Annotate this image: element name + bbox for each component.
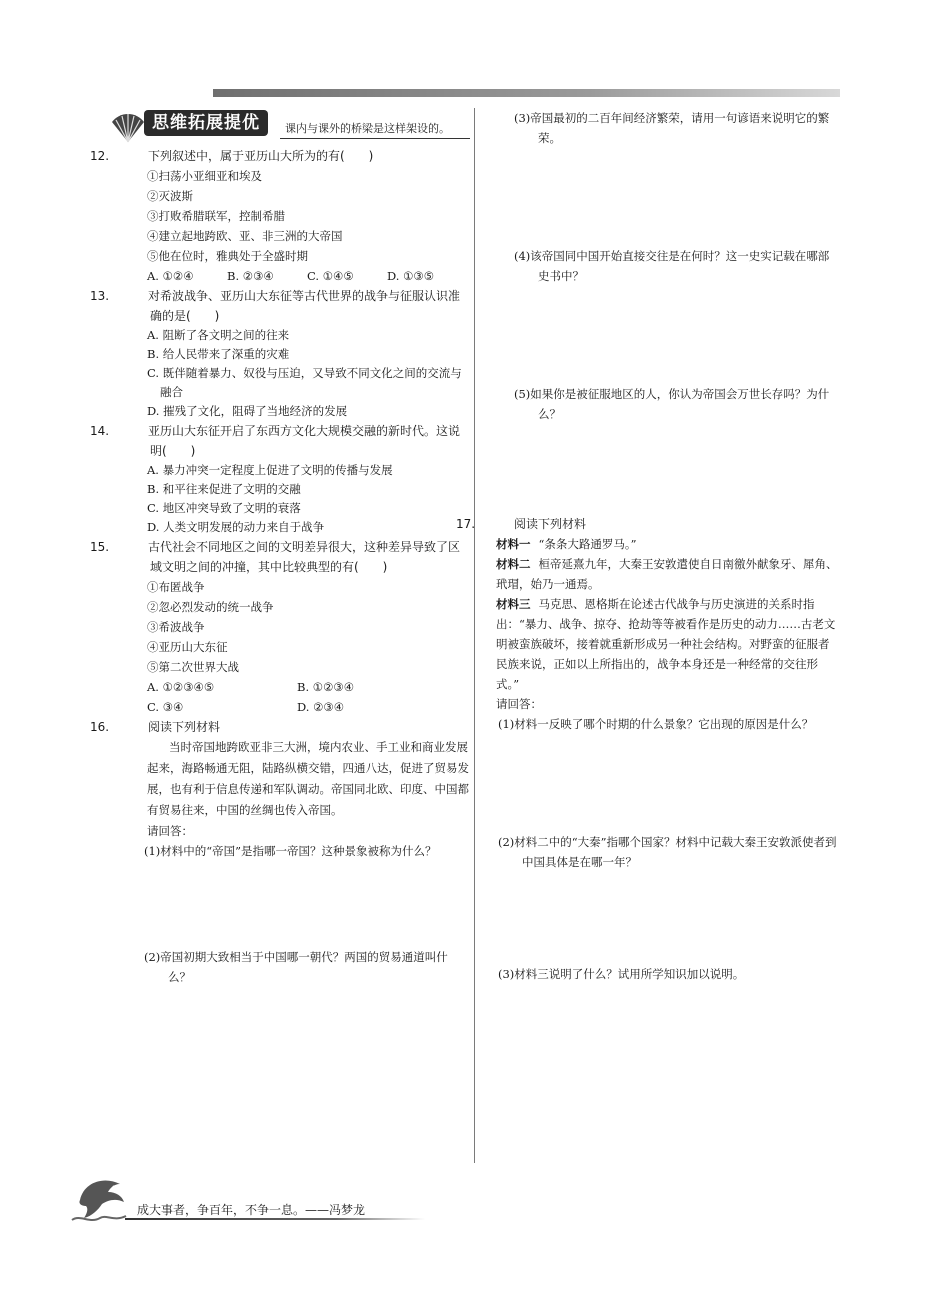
material-3 — [486, 594, 838, 694]
answer-space — [498, 424, 838, 514]
material-label: 材料二 — [496, 557, 531, 571]
question-number: 15. — [90, 540, 110, 554]
sub-question-1: (1)材料一反映了哪个时期的什么景象？它出现的原因是什么？ — [498, 717, 814, 731]
question-text: 阅读下列材料 — [148, 720, 221, 734]
sub-question-4: (4)该帝国同中国开始直接交往是在何时？这一史实记载在哪部史书中？ — [514, 249, 830, 283]
choice-b: B. ②③④ — [227, 269, 274, 283]
question-stem — [90, 537, 470, 577]
header-gradient-bar — [213, 89, 840, 97]
question-text: 古代社会不同地区之间的文明差异很大，这种差异导致了区域文明之间的冲撞，其中比较典型的有( ) — [148, 540, 461, 574]
choice-d: D. ②③④ — [297, 700, 345, 714]
option-a: A. 阻断了各文明之间的往来 — [147, 328, 290, 342]
question-text: 亚历山大东征开启了东西方文化大规模交融的新时代。这说明( ) — [148, 424, 461, 458]
option-c: C. 地区冲突导致了文明的衰落 — [147, 501, 301, 515]
choice-d: D. ①③⑤ — [387, 269, 435, 283]
choice-row — [120, 677, 470, 697]
list-item: ③希波战争 — [147, 620, 205, 634]
choice-c: C. ①④⑤ — [307, 269, 354, 283]
question-stem — [90, 717, 470, 737]
question-12 — [90, 146, 470, 286]
option-a: A. 暴力冲突一定程度上促进了文明的传播与发展 — [147, 463, 393, 477]
choice-b: B. ①②③④ — [297, 680, 355, 694]
list-item: ①布匿战争 — [147, 580, 205, 594]
footer-quote: 成大事者，争百年，不争一息。——冯梦龙 — [137, 1203, 366, 1217]
material-2 — [486, 554, 838, 594]
banner-underline — [280, 138, 470, 139]
banner-subtitle: 课内与课外的桥梁是这样架设的。 — [285, 122, 450, 135]
question-stem — [456, 514, 838, 534]
option-b: B. 和平往来促进了文明的交融 — [147, 482, 301, 496]
sub-question-2: (2)帝国初期大致相当于中国哪一朝代？两国的贸易通道叫什么？ — [144, 950, 448, 984]
option-c: C. 既伴随着暴力、奴役与压迫，又导致不同文化之间的交流与融合 — [147, 366, 462, 399]
list-item: ④亚历山大东征 — [147, 640, 228, 654]
question-text: 阅读下列材料 — [514, 517, 587, 531]
question-text: 对希波战争、亚历山大东征等古代世界的战争与征服认识准确的是( ) — [148, 289, 461, 323]
choice-a: A. ①②④ — [147, 269, 194, 283]
material-text: “条条大路通罗马。” — [538, 537, 637, 551]
question-number: 16. — [90, 720, 110, 734]
answer-prompt: 请回答： — [496, 697, 542, 711]
list-item: ①扫荡小亚细亚和埃及 — [147, 169, 262, 183]
sub-question-5: (5)如果你是被征服地区的人，你认为帝国会万世长存吗？为什么？ — [514, 387, 830, 421]
list-item: ③打败希腊联军，控制希腊 — [147, 209, 285, 223]
sub-question-2: (2)材料二中的“大秦”指哪个国家？材料中记载大秦王安敦派使者到中国具体是在哪一年？ — [498, 835, 837, 869]
material-text: 马克思、恩格斯在论述古代战争与历史演进的关系时指出：“暴力、战争、掠夺、抢劫等等被看作是历史的动力……古老文明被蛮族破坏，接着就重新形成另一种社会结构。对野蛮的征服者民族来说，正如以上所指出的，战争本身还是一种经常的交往形式。” — [496, 597, 836, 691]
list-item: ⑤第二次世界大战 — [147, 660, 239, 674]
option-d: D. 人类文明发展的动力来自于战争 — [147, 520, 325, 534]
right-column — [456, 108, 838, 984]
choice-c: C. ③④ — [147, 700, 184, 714]
left-column — [90, 108, 470, 987]
question-stem — [90, 286, 470, 326]
answer-prompt: 请回答： — [147, 824, 193, 838]
question-15 — [90, 537, 470, 717]
reading-passage: 当时帝国地跨欧亚非三大洲，境内农业、手工业和商业发展起来，海路畅通无阻，陆路纵横交错，四通八达，促进了贸易发展，也有利于信息传递和军队调动。帝国同北欧、印度、中国都有贸易往来，中国的丝绸也传入帝国。 — [147, 740, 469, 817]
footer-rule — [125, 1218, 425, 1220]
sub-question-1: (1)材料中的“帝国”是指哪一帝国？这种景象被称为什么？ — [144, 844, 437, 858]
question-number: 12. — [90, 149, 110, 163]
material-1 — [486, 534, 838, 554]
list-item: ②忽必烈发动的统一战争 — [147, 600, 274, 614]
answer-space — [120, 861, 470, 947]
fan-icon — [110, 108, 146, 144]
choice-a: A. ①②③④⑤ — [147, 680, 215, 694]
sub-question-3: (3)帝国最初的二百年间经济繁荣，请用一句谚语来说明它的繁荣。 — [514, 111, 830, 145]
question-stem — [90, 421, 470, 461]
answer-space — [498, 148, 838, 246]
section-banner — [120, 108, 470, 146]
question-text: 下列叙述中，属于亚历山大所为的有( ) — [148, 149, 374, 163]
sub-question-3: (3)材料三说明了什么？试用所学知识加以说明。 — [498, 967, 745, 981]
question-number: 13. — [90, 289, 110, 303]
option-d: D. 摧残了文化，阻碍了当地经济的发展 — [147, 404, 348, 418]
banner-title: 思维拓展提优 — [144, 110, 268, 136]
list-item: ②灭波斯 — [147, 189, 193, 203]
material-text: 桓帝延熹九年，大秦王安敦遣使自日南徼外献象牙、犀角、玳瑁，始乃一通焉。 — [496, 557, 838, 591]
option-b: B. 给人民带来了深重的灾难 — [147, 347, 290, 361]
question-stem — [90, 146, 470, 166]
answer-space — [498, 286, 838, 384]
question-17 — [456, 514, 838, 984]
material-label: 材料一 — [496, 537, 531, 551]
list-item: ④建立起地跨欧、亚、非三洲的大帝国 — [147, 229, 343, 243]
column-divider — [474, 108, 475, 1163]
choice-row — [120, 697, 470, 717]
question-13 — [90, 286, 470, 421]
choice-row — [120, 266, 470, 286]
list-item: ⑤他在位时，雅典处于全盛时期 — [147, 249, 308, 263]
question-number: 17. — [456, 517, 476, 531]
answer-space — [486, 872, 838, 964]
answer-space — [486, 734, 838, 832]
question-14 — [90, 421, 470, 537]
question-number: 14. — [90, 424, 110, 438]
material-label: 材料三 — [496, 597, 531, 611]
question-16 — [90, 717, 470, 987]
